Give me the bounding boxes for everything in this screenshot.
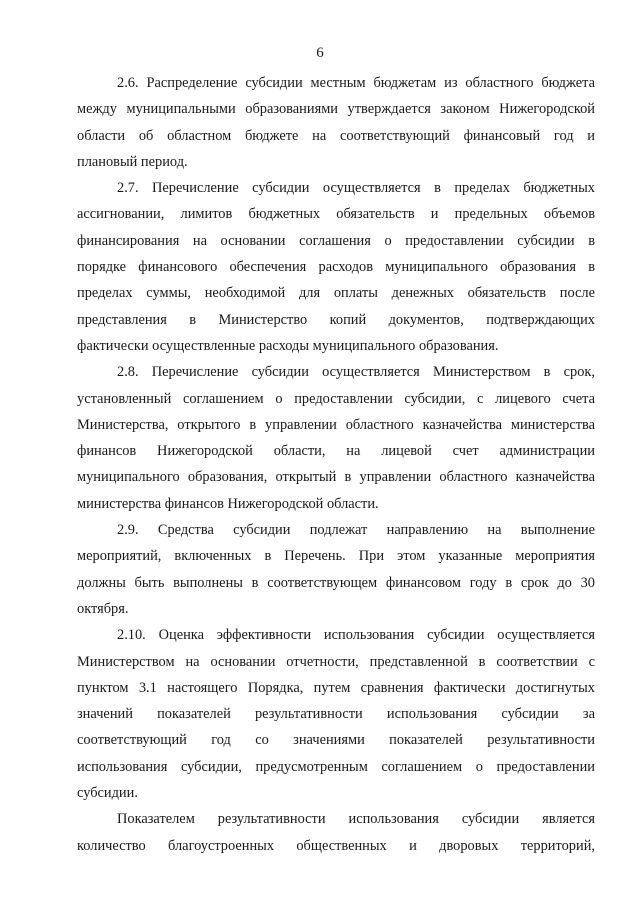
text-line: мероприятий, включенных в Перечень. При этом указанные мероприятия [77, 548, 595, 565]
text-line: пределах суммы, необходимой для оплаты денежных обязательств после [77, 285, 595, 302]
text-line: 2.7. Перечисление субсидии осуществляется в пределах бюджетных [117, 180, 595, 197]
paragraph-result-indicator [77, 806, 595, 859]
text-line: плановый период. [77, 153, 188, 170]
text-line: использования субсидии, предусмотренным соглашением о предоставлении [77, 758, 595, 775]
text-line: Министерства, открытого в управлении областного казначейства министерства [77, 416, 595, 433]
page-number: 6 [316, 45, 324, 61]
text-line: 2.6. Распределение субсидии местным бюджетам из областного бюджета [117, 75, 595, 91]
text-line: субсидии. [77, 785, 138, 802]
text-line: порядке финансового обеспечения расходов муниципального образования в [77, 259, 595, 276]
text-line: министерства финансов Нижегородской области. [77, 495, 379, 512]
text-line: муниципального образования, открытый в управлении областного казначейства [77, 469, 595, 486]
text-line: 2.10. Оценка эффективности использования субсидии осуществляется [117, 627, 595, 644]
document-body [77, 70, 595, 859]
text-line: представления в Министерство копий документов, подтверждающих [77, 311, 595, 328]
text-line: между муниципальными образованиями утверждается законом Нижегородской [77, 101, 595, 118]
text-line: установленный соглашением о предоставлении субсидии, с лицевого счета [77, 390, 595, 407]
text-line: должны быть выполнены в соответствующем финансовом году в срок до 30 [77, 574, 595, 591]
paragraph-2-8 [77, 359, 595, 517]
text-line: области об областном бюджете на соответствующий финансовый год и [77, 127, 595, 144]
text-line: ассигновании, лимитов бюджетных обязательств и предельных объемов [77, 206, 595, 223]
paragraph-2-6 [77, 70, 595, 175]
text-line: соответствующий год со значениями показателей результативности [77, 732, 595, 749]
text-line: Показателем результативности использования субсидии является [117, 811, 595, 828]
text-line: Министерством на основании отчетности, представленной в соответствии с [77, 653, 595, 670]
text-line: октября. [77, 600, 129, 617]
text-line: 2.9. Средства субсидии подлежат направлению на выполнение [117, 522, 595, 539]
paragraph-2-10 [77, 622, 595, 806]
text-line: финансирования на основании соглашения о предоставлении субсидии в [77, 232, 595, 249]
text-line: 2.8. Перечисление субсидии осуществляется Министерством в срок, [117, 364, 595, 381]
paragraph-2-9 [77, 517, 595, 622]
text-line: фактически осуществленные расходы муниципального образования. [77, 337, 499, 354]
text-line: количество благоустроенных общественных и дворовых территорий, [77, 837, 595, 854]
text-line: финансов Нижегородской области, на лицевой счет администрации [77, 443, 595, 460]
paragraph-2-7 [77, 175, 595, 359]
text-line: пунктом 3.1 настоящего Порядка, путем сравнения фактически достигнутых [77, 679, 595, 696]
text-line: значений показателей результативности использования субсидии за [77, 706, 595, 723]
